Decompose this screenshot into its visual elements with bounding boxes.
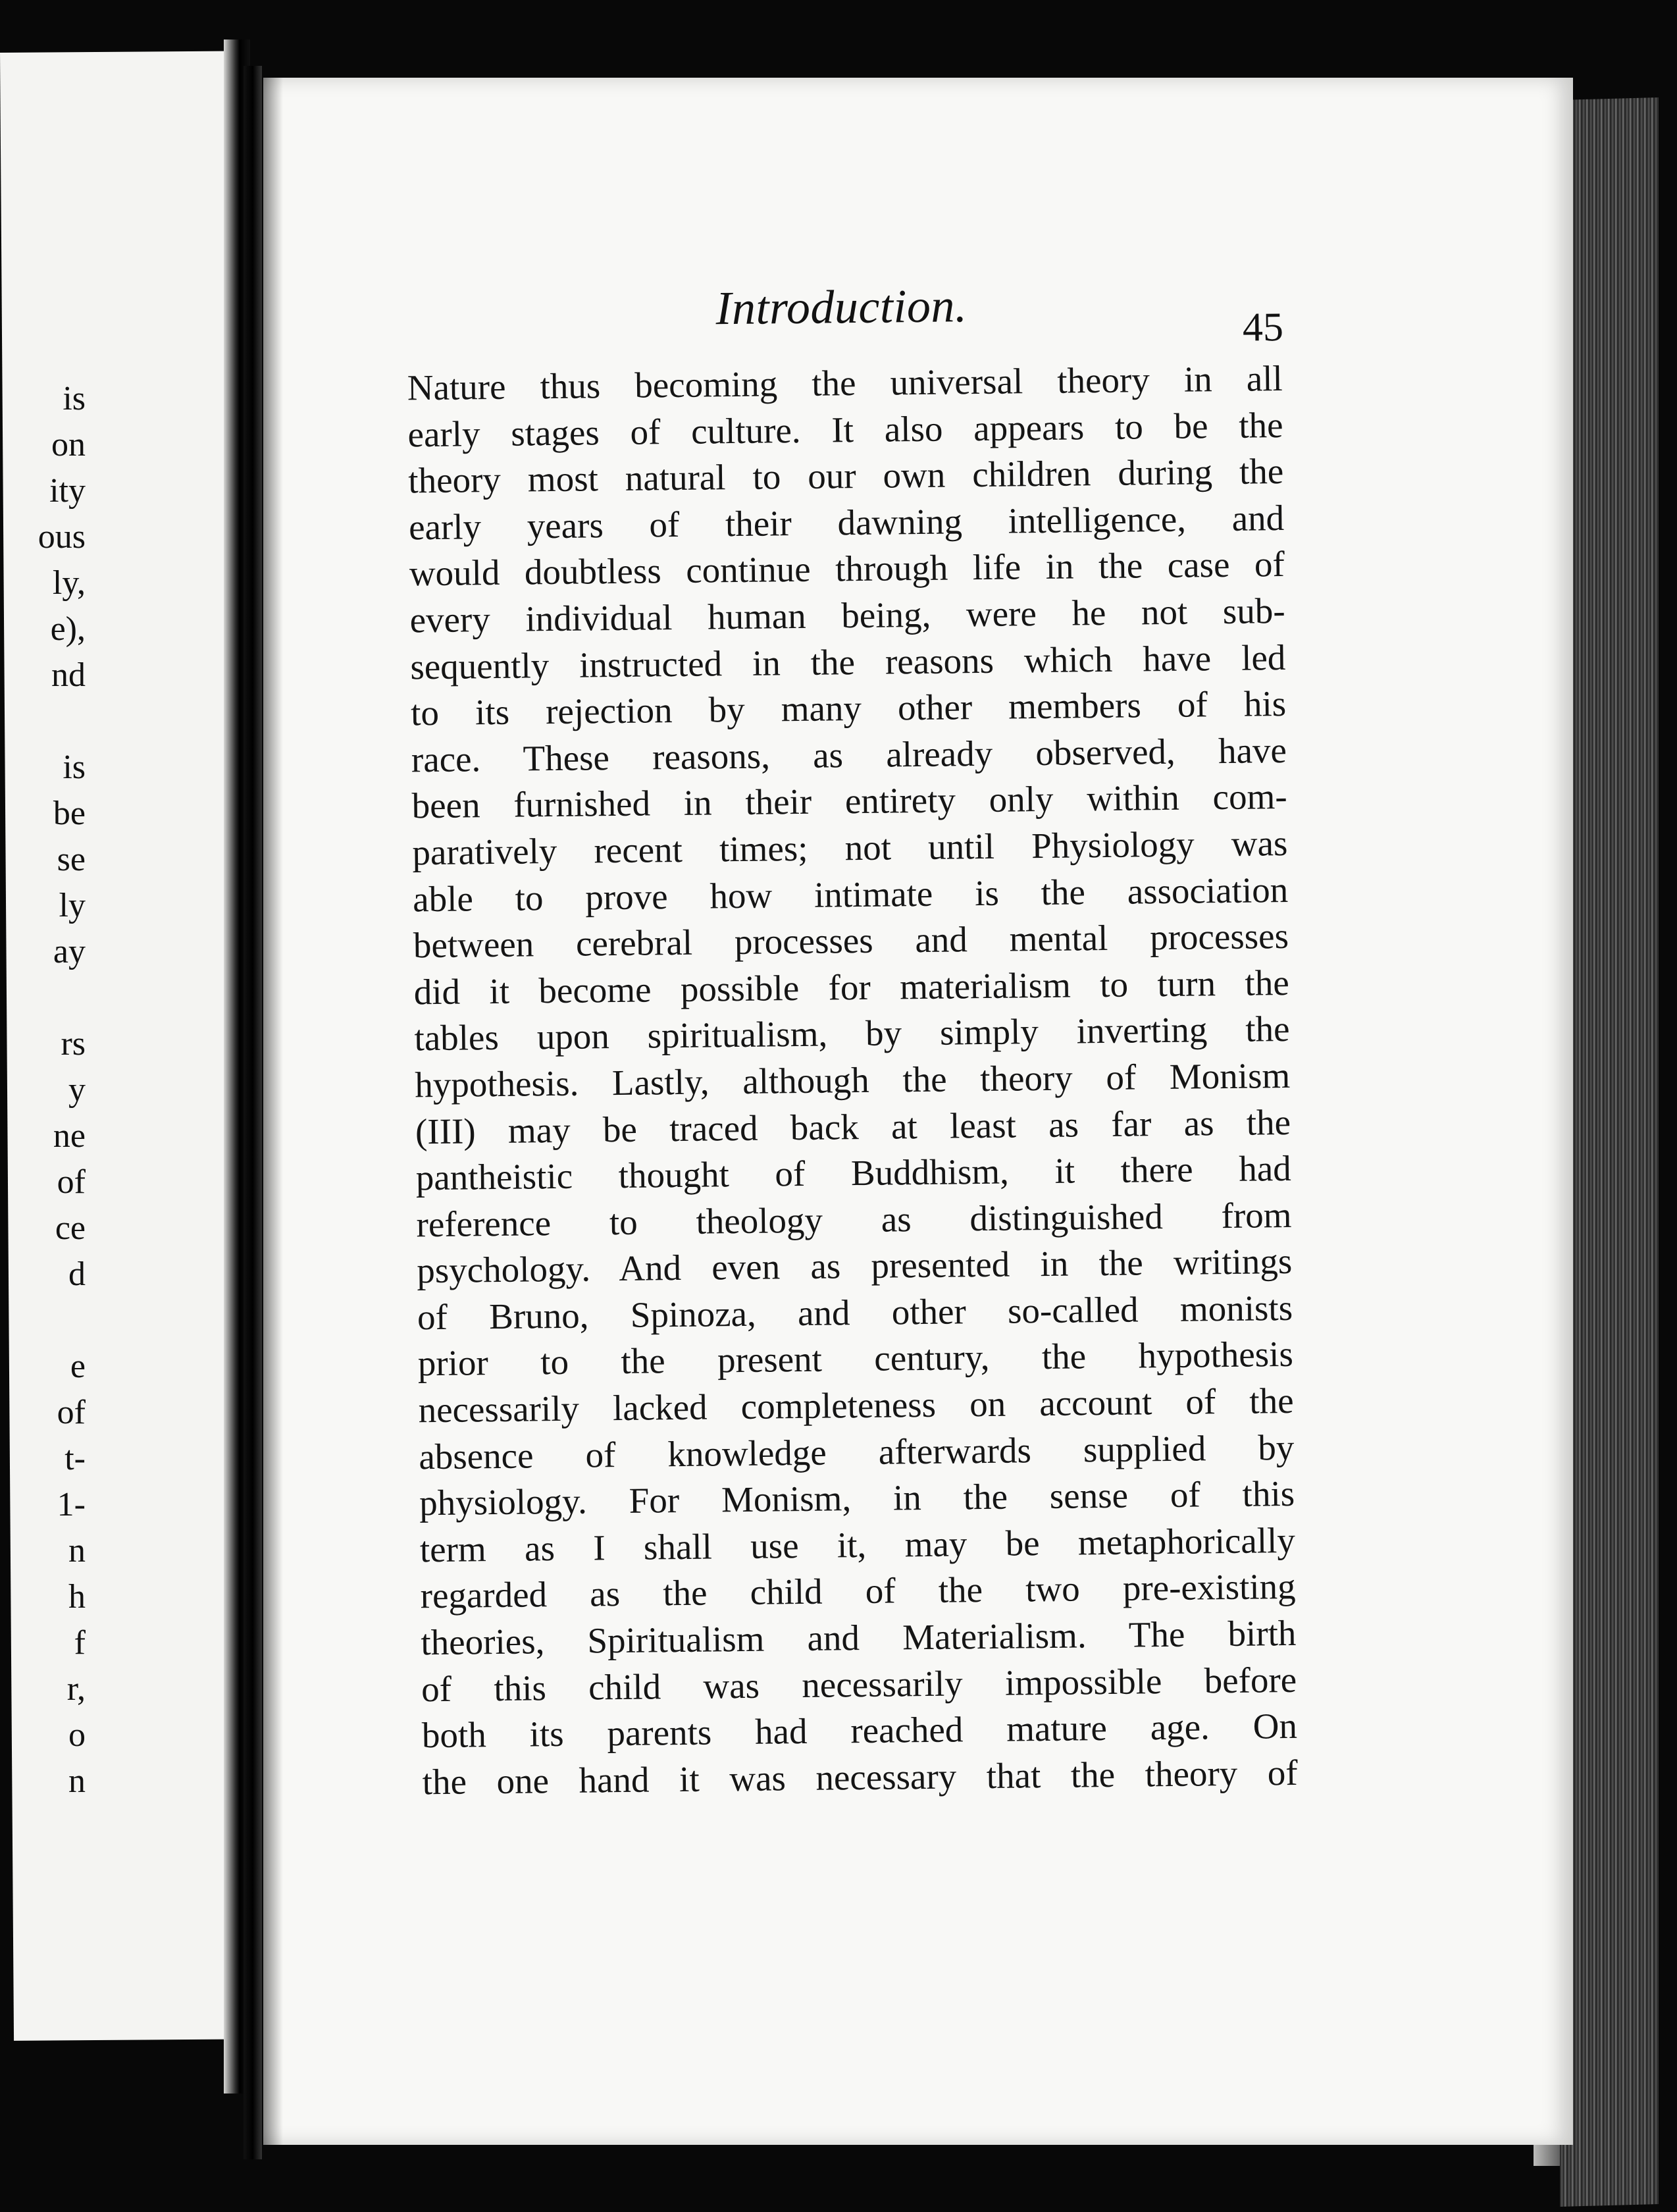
current-page bbox=[263, 78, 1573, 2145]
text-line: term as I shall use it, may be metaphorically bbox=[419, 1519, 1296, 1570]
text-line: paratively recent times; not until Physiology was bbox=[412, 822, 1288, 873]
previous-page-fragment: is bbox=[63, 380, 86, 417]
text-line: early stages of culture. It also appears to be the bbox=[407, 404, 1283, 454]
previous-page-text-fragments bbox=[0, 0, 86, 2212]
previous-page-fragment: se bbox=[57, 841, 86, 878]
previous-page-fragment: d bbox=[68, 1255, 86, 1293]
text-line: (III) may be traced back at least as far as the bbox=[415, 1101, 1291, 1151]
previous-page-fragment: r, bbox=[66, 1670, 86, 1708]
text-line: early years of their dawning intelligence, and bbox=[408, 497, 1285, 548]
text-line: both its parents had reached mature age. On bbox=[421, 1706, 1298, 1756]
text-line: psychology. And even as presented in the writings bbox=[417, 1241, 1293, 1291]
previous-page-fragment: h bbox=[68, 1578, 86, 1616]
previous-page-fragment: o bbox=[68, 1716, 86, 1754]
text-line: theories, Spiritualism and Materialism. The birth bbox=[421, 1612, 1297, 1663]
text-line: prior to the present century, the hypothesis bbox=[417, 1334, 1294, 1384]
previous-page-fragment: t- bbox=[64, 1440, 86, 1477]
text-line: able to prove how intimate is the association bbox=[412, 869, 1289, 919]
text-line: physiology. For Monism, in the sense of this bbox=[419, 1473, 1295, 1523]
previous-page-fragment: ly bbox=[59, 887, 86, 924]
text-line: Nature thus becoming the universal theory in all bbox=[407, 358, 1283, 408]
text-line: necessarily lacked completeness on account of the bbox=[418, 1380, 1294, 1431]
text-line: race. These reasons, as already observed, have bbox=[411, 729, 1287, 780]
previous-page-fragment: n bbox=[68, 1532, 86, 1569]
previous-page-fragment: f bbox=[74, 1624, 86, 1662]
text-line: sequently instructed in the reasons which have led bbox=[410, 637, 1286, 687]
previous-page-fragment: ity bbox=[49, 472, 86, 510]
previous-page-fragment: of bbox=[57, 1163, 86, 1201]
previous-page-fragment: of bbox=[57, 1394, 86, 1431]
previous-page-fragment: ly, bbox=[52, 564, 86, 602]
previous-page-fragment: ce bbox=[55, 1209, 86, 1247]
text-line: of Bruno, Spinoza, and other so-called monists bbox=[417, 1287, 1293, 1338]
previous-page-fragment: ous bbox=[38, 518, 86, 556]
text-line: regarded as the child of the two pre-existing bbox=[420, 1566, 1296, 1616]
running-head: Introduction. bbox=[715, 279, 968, 335]
previous-page-fragment: is bbox=[63, 749, 86, 786]
text-line: pantheistic thought of Buddhism, it there had bbox=[415, 1148, 1292, 1198]
text-line: the one hand it was necessary that the theory of bbox=[422, 1752, 1298, 1803]
text-line: to its rejection by many other members of his bbox=[410, 683, 1287, 733]
text-line: every individual human being, were he not sub- bbox=[409, 590, 1285, 641]
previous-page-fragment: y bbox=[68, 1071, 86, 1109]
previous-page-fragment: e bbox=[70, 1348, 86, 1385]
previous-page-fragment: n bbox=[68, 1762, 86, 1800]
previous-page-fragment: on bbox=[51, 426, 86, 463]
text-line: between cerebral processes and mental processes bbox=[413, 916, 1289, 966]
text-line: tables upon spiritualism, by simply inverting the bbox=[414, 1009, 1290, 1059]
previous-page-fragment: nd bbox=[51, 656, 86, 694]
page-content bbox=[253, 70, 1585, 2151]
text-line: would doubtless continue through life in the case of bbox=[409, 544, 1285, 594]
text-line: theory most natural to our own children during the bbox=[408, 451, 1284, 501]
previous-page-fragment: 1- bbox=[57, 1486, 86, 1523]
previous-page-fragment: e), bbox=[50, 610, 86, 648]
previous-page-fragment: ay bbox=[53, 933, 86, 970]
text-line: absence of knowledge afterwards supplied by bbox=[419, 1427, 1295, 1477]
text-line: reference to theology as distinguished from bbox=[416, 1194, 1292, 1245]
main-gutter-shadow bbox=[263, 78, 283, 2145]
text-line: did it become possible for materialism to turn the bbox=[413, 962, 1290, 1013]
body-text bbox=[407, 356, 1298, 1806]
previous-page-fragment: rs bbox=[61, 1025, 86, 1063]
text-line: been furnished in their entirety only within com- bbox=[411, 776, 1287, 826]
text-line: hypothesis. Lastly, although the theory of Monism bbox=[414, 1055, 1291, 1105]
previous-page-fragment: be bbox=[53, 795, 86, 832]
previous-page-fragment: ne bbox=[53, 1117, 86, 1155]
text-line: of this child was necessarily impossible before bbox=[421, 1659, 1297, 1709]
page-number: 45 bbox=[1242, 304, 1284, 350]
